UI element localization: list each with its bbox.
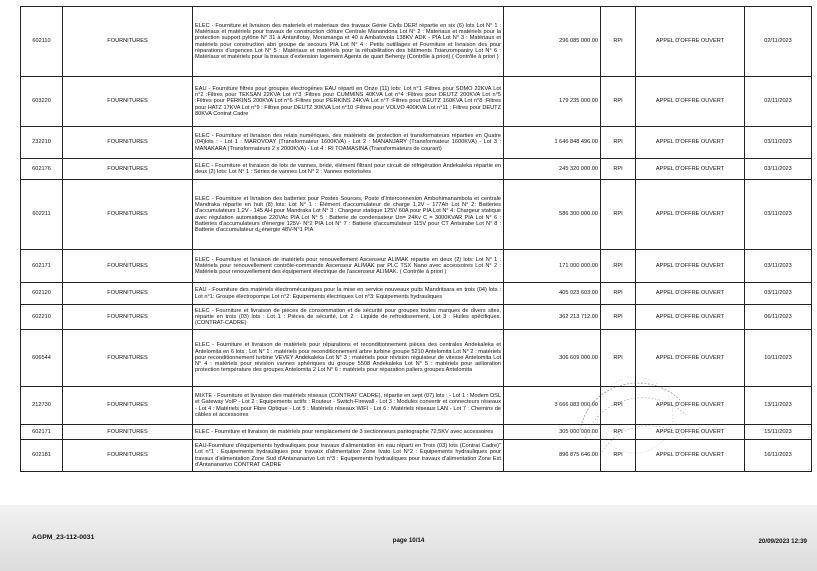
category-cell: FOURNITURES [63,250,193,283]
description-cell: ELEC - Fourniture et livraison de pièces de consommation et de sécurité pour groupes toutes marques de divers sites, répartie en trois (03) lots : Lot 1 : Pièces de sécurité, Lot 2 : Liquide de refroidissement, Lot 3 : Huiles spécifiques. (CONTRAT-CADRE) [193,305,504,330]
procedure-cell: APPEL D'OFFRE OUVERT [636,180,745,250]
reference-cell: 602181 [21,440,63,472]
date-cell: 15/11/2023 [745,425,812,440]
procedure-cell: APPEL D'OFFRE OUVERT [636,77,745,127]
procedure-cell: APPEL D'OFFRE OUVERT [636,159,745,180]
description-cell: ELEC - Fourniture et livraison des relais numériques, des matériels de protection et transformateurs réparties en Quatre (04)lots : - Lot 1 : MAROVOAY (Transformateur 1600KVA) - Lot 2 : MANANJARY (Transformateur 1600KVA) - Lot 3 : MANAKARA (Transformateurs 2 x 2000KVA) - Lot 4 : RI TOAMASINA (Transformateurs de courant) [193,127,504,159]
amount-cell: 405 023 603.00 [504,283,601,305]
reference-cell: 602176 [21,159,63,180]
amount-cell: 171 000 000.00 [504,250,601,283]
procedure-cell: APPEL D'OFFRE OUVERT [636,440,745,472]
amount-cell: 1 646 848 496.00 [504,127,601,159]
reference-cell: 602211 [21,180,63,250]
description-cell: EAU - Fourniture filtres pour groupes électrogènes EAU réparti en Onze (11) lots: Lot n°1 :Filtres pour SDMO 22KVA Lot n°2 :Filtres pour TEKSAN 22KVA Lot n°3 :Filtres pour CUMMINS 40KVA Lot n°4 :Filtres pour DEUTZ 200KVA Lot n°5 :Filtres pour PERKINS 200KVA Lot n°6 :Filtres pour PERKINS 24KVA Lot n°7 :Filtres pour DEUTZ 160KVA Lot n°8 :Filtres pour HATZ 17KVA Lot n°9 : Filtres pour DEUTZ 30KVA Lot n°10 :Filtres pour VOLVO 400KVA Lot n°11 : Filtres pour DEUTZ 80KVA Contrat Cadre [193,77,504,127]
amount-cell: 245 320 000.00 [504,159,601,180]
date-cell: 02/11/2023 [745,7,812,77]
category-cell: FOURNITURES [63,330,193,387]
date-cell: 06/11/2023 [745,305,812,330]
date-cell: 03/11/2023 [745,159,812,180]
page-number: page 10/14 [392,537,425,544]
procedure-cell: APPEL D'OFFRE OUVERT [636,425,745,440]
category-cell: FOURNITURES [63,425,193,440]
amount-cell: 3 666 083 000.00 [504,387,601,425]
table-row [21,127,812,159]
category-cell: FOURNITURES [63,387,193,425]
category-cell: FOURNITURES [63,77,193,127]
description-cell: ELEC - Fourniture et livraison de matériels pour remplacement de 3 sectionneurs pantographe 72,5KV avec accessoires [193,425,504,440]
table-row [21,387,812,425]
funding-cell: RPI [601,283,636,305]
date-cell: 16/11/2023 [745,440,812,472]
category-cell: FOURNITURES [63,127,193,159]
table-row [21,159,812,180]
funding-cell: RPI [601,425,636,440]
reference-cell: 232210 [21,127,63,159]
reference-cell: 602210 [21,305,63,330]
description-cell: EAU - Fourniture des matériels électromécaniques pour la mise en service nouveaux puits Mandritsara en trois (04) lots : Lot n°1: Groupe électropompe Lot n°2: Equipements électriques Lot n°3: Equipements hydrauliques [193,283,504,305]
table-row [21,77,812,127]
description-cell: ELEC - Fourniture et livraison de matériels pour renouvellement Ascenseur ALIMAK répartie en deux (2) lots: Lot N° 1 : Matériels pour renouvellement contrôle-commande Ascenseur ALIMAK par PLC TSX Nano avec accessoires Lot N° 2 : Matériels pour renouvellement des équipement électrique de l'ascenseur ALIMAK. ( Contrôle à priori ) [193,250,504,283]
category-cell: FOURNITURES [63,283,193,305]
category-cell: FOURNITURES [63,7,193,77]
procurement-table [20,6,812,472]
procedure-cell: APPEL D'OFFRE OUVERT [636,250,745,283]
table-row [21,283,812,305]
procedure-cell: APPEL D'OFFRE OUVERT [636,7,745,77]
funding-cell: RPI [601,330,636,387]
description-cell: EAU-Fourniture d'équipements hydrauliques pour travaux d'alimentation en eau réparti en Trois (03) lots (Contrat Cadre)" Lot n°1 : Equipements hydrauliques pour travaux d'alimentation Zone Ivato Lot N°2 : Equipements hydrauliques pour travaux d'alimentation Zone Sud d'Antananarivo Lot n°3 : Equipements hydrauliques pour travaux d'alimentation Zone Est d'Antananarivo CONTRAT CADRE [193,440,504,472]
table-row [21,250,812,283]
reference-cell: 603220 [21,77,63,127]
date-cell: 03/11/2023 [745,283,812,305]
description-cell: MIXTE - Fourniture et livraison des matériels réseaux (CONTRAT CADRE), répartie en sept (07) lots : - Lot 1 : Modem DSL et Gateway VoIP - Lot 2 : Equipements actifs : Routeur - Switch-Firewall - Lot 3 : Modules convertir et connecteurs réseaux - Lot 4 : Matériels pour Fibre Optique - Lot 5 : Matériels réseaux WIFI - Lot 6 : Matériels réseaux LAN - Lot 7 : Chemins de câbles et accessoires [193,387,504,425]
date-cell: 02/11/2023 [745,77,812,127]
category-cell: FOURNITURES [63,159,193,180]
reference-cell: 602110 [21,7,63,77]
description-cell: ELEC - Fourniture et livraison des materiels et materiaux des travaux Génie Civils DER! répartie en six (6) lots Lot N° 1 : Matériaux et matériels pour travaux de construction clôture Centrale Manandona Lot N° 2 : Materiaux et matériels pour la protection support pylône N° 31 à Antanifotsy, Moramanga et 40 à Ambatovola 138KV ADK - PIA Lot N° 3 : Matériaux et matériels pour construction abri groupe de secours PIA Lot N° 4 : Petits outillages et Fourniture et livraison des pour réparations d'urgences Lot N° 5 : Matériaux et matériels pour la réhabilitation des bâtiments Tsianzompaniry Lot N° 6 : Matériaux et matériels pour la travaux d'extension logement Agents de quart Behenjy (Contrôle à priori) ( Contrôle à priori ) [193,7,504,77]
funding-cell: RPI [601,7,636,77]
date-cell: 03/11/2023 [745,250,812,283]
procedure-cell: APPEL D'OFFRE OUVERT [636,330,745,387]
category-cell: FOURNITURES [63,440,193,472]
procedure-cell: APPEL D'OFFRE OUVERT [636,127,745,159]
funding-cell: RPI [601,159,636,180]
table-row [21,305,812,330]
funding-cell: RPI [601,180,636,250]
amount-cell: 179 235 000.00 [504,77,601,127]
amount-cell: 586 300 000.00 [504,180,601,250]
funding-cell: RPI [601,77,636,127]
reference-cell: 602171 [21,425,63,440]
reference-cell: 212730 [21,387,63,425]
procedure-cell: APPEL D'OFFRE OUVERT [636,305,745,330]
funding-cell: RPI [601,250,636,283]
reference-cell: 602120 [21,283,63,305]
description-cell: ELEC - Fourniture et livraison de lots de vannes, bride, élément filtrant pour circuit de réfrigération Andekaleka répartie en deux (2) lots: Lot N° 1 : Séries de vannes Lot N° 2 : Vannes motorisées [193,159,504,180]
date-cell: 10/11/2023 [745,330,812,387]
amount-cell: 305 000 000.00 [504,425,601,440]
description-cell: ELEC - Fourniture et livraison des batteries pour Postes Sources, Poste d'Interconnexion Ambohimanambola et centrale Mandraka répartie en huit (8) lots: Lot N° 1 : Élément d'accumulateur de charge 1,2V - 177Ah Lot N° 2: Batteries d'accumulateurs 1,2V - 145 AH pour Mandraka Lot N° 3 : Chargeur statique 125V 60A pour PIA Lot N° 4: Chargeur statique avec régulation automatique 220VAc PIA Lot N° 5 : Batterie de condensateur Un= 24Kv C = 3000KVAR PIA Lot N° 6 : Batteries d'accumulateurs d'énergie 125V- N°2 PIA Lot N° 7 : Batterie d'accumulateur 115V pour CT Antsirabe Lot N° 8 : Batterie d'accumulateur d¿énergie 48V-N°1 PIA [193,180,504,250]
amount-cell: 896 875 646.00 [504,440,601,472]
funding-cell: RPI [601,387,636,425]
reference-cell: 606544 [21,330,63,387]
table-row [21,440,812,472]
amount-cell: 296 085 000.00 [504,7,601,77]
funding-cell: RPI [601,440,636,472]
procedure-cell: APPEL D'OFFRE OUVERT [636,387,745,425]
category-cell: FOURNITURES [63,180,193,250]
table-row [21,7,812,77]
table-row [21,330,812,387]
category-cell: FOURNITURES [63,305,193,330]
amount-cell: 362 213 712.00 [504,305,601,330]
reference-cell: 602171 [21,250,63,283]
funding-cell: RPI [601,305,636,330]
date-cell: 03/11/2023 [745,180,812,250]
table-row [21,425,812,440]
amount-cell: 306 609 000.00 [504,330,601,387]
date-cell: 03/11/2023 [745,127,812,159]
description-cell: ELEC - Fourniture et livraison de matériels pour réparations et reconditionnement pièces des centrales Andekaleka et Antelomita en 6 lots : Lot N° 1 : matériels pour reconditionnement arbre turbine groupe 5210 Antelomita Lot N° 2 : matériels pour reconditionnement turbine VEVEY Andekaleka Lot N° 3 : matériels pour révision régulateur de vitesse Antelomita Lot N° 4 : matériels pour révision vannes sphériques du groupe 5508 Andekaleka Lot N° 5 : matériels pour aélioration protection température des groupes Antelomita 2 Lot N° 6 : matériels pour réparation paliers groupes Antelomita [193,330,504,387]
date-cell: 13/11/2023 [745,387,812,425]
print-timestamp: 20/09/2023 12:39 [758,538,807,545]
funding-cell: RPI [601,127,636,159]
document-id: AGPM_23-112-0031 [32,534,95,541]
table-row [21,180,812,250]
procedure-cell: APPEL D'OFFRE OUVERT [636,283,745,305]
